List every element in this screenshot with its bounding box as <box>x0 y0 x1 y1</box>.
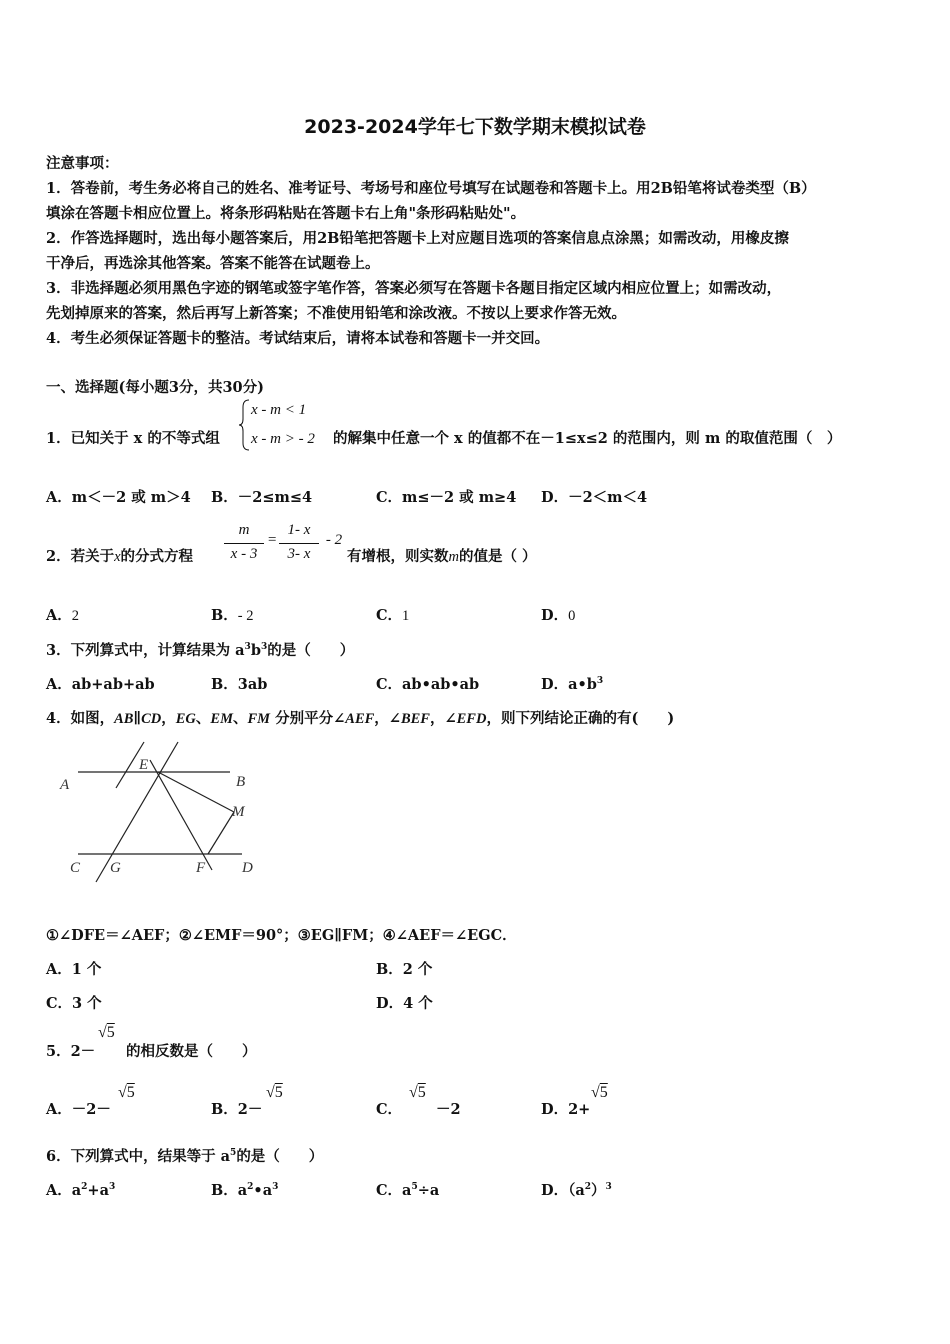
q4-stem: 4．如图，AB∥CD，EG、EM、FM 分别平分∠AEF，∠BEF，∠EFD，则下列结论正确的有( ) <box>46 710 675 727</box>
q5-option-a: A．－2－ <box>46 1101 111 1118</box>
q1-option-a: A．m＜－2 或 m＞4 <box>46 489 191 506</box>
q6-option-b: B．$a^2•a^3$ <box>211 1182 279 1199</box>
q3-stem: 3．下列算式中，计算结果为 $a^3b^3$的是（ ） <box>46 642 355 659</box>
q2-equals: = <box>266 532 278 548</box>
q2-tail: - 2 <box>325 532 343 548</box>
label-c: C <box>70 860 81 876</box>
q5-option-b-sqrt: √5 <box>266 1084 283 1101</box>
q3-option-a: A．ab+ab+ab <box>46 676 155 693</box>
notice-line-3a: 3．非选择题必须用黑色字迹的钢笔或签字笔作答，答案必须写在答题卡各题目指定区域内相应位置上；如需改动， <box>46 280 782 297</box>
q2-var-x: x <box>114 549 121 565</box>
q2-stem <box>46 545 193 566</box>
q5-option-d-sqrt: √5 <box>591 1084 608 1101</box>
label-a: A <box>60 777 70 793</box>
q2-option-d: D．0 <box>541 607 576 624</box>
q3-option-b: B．3ab <box>211 676 268 693</box>
q2-frac2-denominator: 3- x <box>287 546 311 562</box>
q2-option-b: B．- 2 <box>211 607 254 624</box>
q5-option-a-sqrt: √5 <box>118 1084 135 1101</box>
q6-option-d: D．$(a^2)^3$ <box>541 1182 612 1199</box>
q2-stem-post <box>347 545 537 566</box>
q5-option-b: B．2－ <box>211 1101 263 1118</box>
q2-var-m: m <box>448 549 459 565</box>
q2-stem-post1: 有增根，则实数 <box>347 548 449 565</box>
q2-stem-mid: 的分式方程 <box>120 548 194 565</box>
q1-system-line-2: x - m > - 2 <box>251 431 315 447</box>
q5-sqrt: √5 <box>98 1024 115 1041</box>
label-g: G <box>110 860 121 876</box>
q6-option-a: A．$a^2+a^3$ <box>46 1182 116 1199</box>
notice-heading: 注意事项： <box>46 155 119 172</box>
notice-line-2a: 2．作答选择题时，选出每小题答案后，用2B铅笔把答题卡上对应题目选项的答案信息点涂黑；如需改动，用橡皮擦 <box>46 230 789 247</box>
line-eg <box>96 742 178 882</box>
label-b: B <box>236 774 246 790</box>
q2-frac1-numerator: m <box>238 522 250 538</box>
q2-frac1-denominator: x - 3 <box>230 546 258 562</box>
q3-option-d: D．$a•b^3$ <box>541 676 604 693</box>
q5-option-c: C． <box>376 1101 403 1118</box>
q1-option-c: C．m≤－2 或 m≥4 <box>376 489 517 506</box>
q3-option-c: C．ab•ab•ab <box>376 676 480 693</box>
notice-line-1a: 1．答卷前，考生务必将自己的姓名、准考证号、考场号和座位号填写在试题卷和答题卡上。用2B铅笔将试卷类型（B） <box>46 180 816 197</box>
notice-line-2b: 干净后，再选涂其他答案。答案不能答在试题卷上。 <box>46 255 380 272</box>
q2-frac1-bar <box>224 543 264 544</box>
q1-system-line-1: x - m < 1 <box>251 402 307 418</box>
q1-option-b: B．－2≤m≤4 <box>211 489 313 506</box>
label-e: E <box>139 757 149 773</box>
q4-option-b: B．2 个 <box>376 961 433 978</box>
label-d: D <box>242 860 253 876</box>
q6-option-c: C．$a^5\div a$ <box>376 1182 440 1199</box>
notice-line-4: 4．考生必须保证答题卡的整洁。考试结束后，请将本试卷和答题卡一并交回。 <box>46 330 550 347</box>
q2-option-a: A．2 <box>46 607 80 624</box>
q5-option-c-sqrt: √5 <box>409 1084 426 1101</box>
q2-frac2-numerator: 1- x <box>287 522 311 538</box>
q4-option-c: C．3 个 <box>46 995 102 1012</box>
q5-stem-post: 的相反数是（ ） <box>126 1043 257 1060</box>
line-fm <box>208 812 234 854</box>
q5-option-d: D．2+ <box>541 1101 591 1118</box>
q2-option-c: C．1 <box>376 607 410 624</box>
q1-option-d: D．－2＜m＜4 <box>541 489 648 506</box>
q4-option-a: A．1 个 <box>46 961 102 978</box>
q1-stem-pre: 1．已知关于 x 的不等式组 <box>46 430 220 447</box>
q1-brace <box>238 398 252 452</box>
label-m: M <box>232 804 245 820</box>
q4-conclusions: ①∠DFE＝∠AEF；②∠EMF＝90°；③EG∥FM；④∠AEF＝∠EGC． <box>46 927 517 944</box>
page-title: 2023-2024学年七下数学期末模拟试卷 <box>304 116 646 138</box>
section-heading: 一、选择题(每小题3分，共30分) <box>46 379 264 396</box>
q5-option-c-post: －2 <box>436 1101 461 1118</box>
q1-stem-post: 的解集中任意一个 x 的值都不在－1≤x≤2 的范围内，则 m 的取值范围（ ） <box>333 430 842 447</box>
q4-geometry-figure <box>50 738 270 886</box>
q5-stem-pre: 5．2－ <box>46 1043 96 1060</box>
line-em <box>158 772 234 812</box>
q2-frac2-bar <box>279 543 319 544</box>
q2-stem-post2: 的值是（ ） <box>458 548 537 565</box>
label-f: F <box>196 860 206 876</box>
notice-line-1b: 填涂在答题卡相应位置上。将条形码粘贴在答题卡右上角"条形码粘贴处"。 <box>46 205 526 222</box>
q6-stem: 6．下列算式中，结果等于 $a^5$的是（ ） <box>46 1148 324 1165</box>
notice-line-3b: 先划掉原来的答案，然后再写上新答案；不准使用铅笔和涂改液。不按以上要求作答无效。 <box>46 305 626 322</box>
q4-option-d: D．4 个 <box>376 995 433 1012</box>
q2-stem-pre: 2．若关于 <box>46 548 115 565</box>
